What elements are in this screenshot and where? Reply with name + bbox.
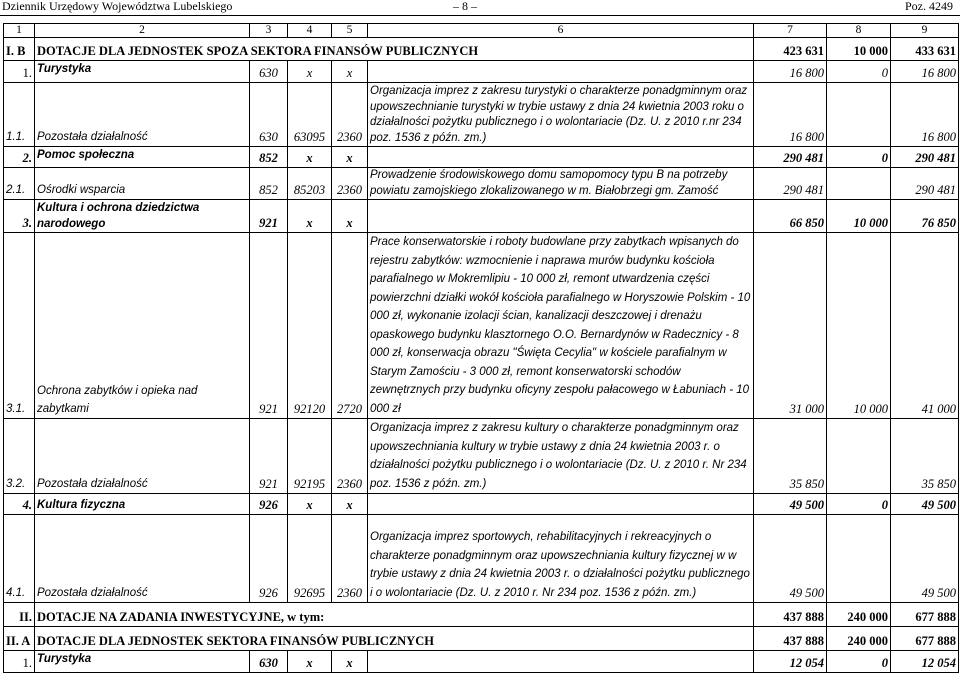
row-dzial: 630: [250, 61, 288, 83]
row-name: DOTACJE DLA JEDNOSTEK SEKTORA FINANSÓW PUBLICZNYCH: [35, 627, 754, 651]
table-row: [4, 200, 959, 233]
row-value-1: 12 054: [754, 651, 827, 673]
row-value-1: 31 000: [754, 233, 827, 419]
row-value-1: 290 481: [754, 147, 827, 168]
row-description: Prowadzenie środowiskowego domu samopomocy typu B na potrzeby powiatu zamojskiego zlokalizowanego w m. Białobrzegi gm. Zamość: [368, 168, 754, 200]
col-num: 9: [891, 24, 959, 38]
col-num: 7: [754, 24, 827, 38]
row-value-1: 16 800: [754, 61, 827, 83]
row-value-2: 10 000: [827, 233, 891, 419]
row-value-3: 49 500: [891, 515, 959, 603]
row-description: [368, 200, 754, 233]
row-rozdzial: x: [288, 61, 332, 83]
row-dzial: 852: [250, 147, 288, 168]
column-number-row: [4, 24, 959, 38]
row-value-2: 0: [827, 651, 891, 673]
row-description: [368, 651, 754, 673]
row-description: Organizacja imprez sportowych, rehabilitacyjnych i rekreacyjnych o charakterze ponadgminnym oraz upowszechniania kultury fizycznej w w trybie ustawy z dnia 24 kwietnia 2003 r. o działalności pożytku publicznego i o wolontariacie (Dz. U. z 2010 r. Nr 234 poz. 1536 z późn. zm.): [368, 515, 754, 603]
row-value-2: [827, 515, 891, 603]
row-lp: 4.1.: [4, 515, 35, 603]
row-value-2: 0: [827, 147, 891, 168]
row-rozdzial: x: [288, 651, 332, 673]
row-value-3: 76 850: [891, 200, 959, 233]
row-paragraf: 2720: [332, 233, 368, 419]
row-paragraf: x: [332, 651, 368, 673]
row-lp: 4.: [4, 494, 35, 515]
row-value-2: 0: [827, 494, 891, 515]
row-dzial: 921: [250, 233, 288, 419]
table-row: [4, 515, 959, 603]
row-description: Organizacja imprez z zakresu turystyki o charakterze ponadgminnym oraz upowszechnianie turystyki w trybie ustawy z dnia 24 kwietnia 2003 roku o działalności pożytku publicznego i o wolontariacie (Dz. U. z 2010 r.nr 234 poz. 1536 z późn. zm.): [368, 83, 754, 147]
row-lp: II. A: [4, 627, 35, 651]
row-dzial: 926: [250, 515, 288, 603]
row-value-2: 10 000: [827, 38, 891, 61]
row-value-1: 66 850: [754, 200, 827, 233]
col-num: 1: [4, 24, 35, 38]
col-num: 6: [368, 24, 754, 38]
row-value-3: 41 000: [891, 233, 959, 419]
row-paragraf: 2360: [332, 515, 368, 603]
row-description: [368, 494, 754, 515]
row-lp: 1.1.: [4, 83, 35, 147]
row-lp: 1.: [4, 651, 35, 673]
row-value-2: 240 000: [827, 603, 891, 627]
table-row: [4, 168, 959, 200]
budget-table: [3, 23, 959, 673]
row-rozdzial: 92195: [288, 419, 332, 494]
row-value-2: 0: [827, 61, 891, 83]
row-value-2: 10 000: [827, 200, 891, 233]
row-name: DOTACJE DLA JEDNOSTEK SPOZA SEKTORA FINANSÓW PUBLICZNYCH: [35, 38, 754, 61]
row-dzial: 921: [250, 419, 288, 494]
row-lp: 3.2.: [4, 419, 35, 494]
row-value-3: 35 850: [891, 419, 959, 494]
row-dzial: 852: [250, 168, 288, 200]
row-name: Pozostała działalność: [35, 419, 250, 494]
row-description: Prace konserwatorskie i roboty budowlane przy zabytkach wpisanych do rejestru zabytków: wzmocnienie i naprawa murów budynku kościoła parafialnego w Mokremlipiu - 10 000 zł, remont utwardzenia części powierzchni działki wokół kościoła parafialnego w Horyszowie Polskim - 10 000 zł, wykonanie izolacji ścian, kanalizacji deszczowej i drenażu opaskowego budynku klasztornego O.O. Bernardynów w Radecznicy - 8 000 zł, konserwacja obrazu "Święta Cecylia" w kościele parafialnym w Starym Zamościu - 3 000 zł, remont konserwatorski schodów zewnętrznych przy budynku oficyny zespołu pałacowego w Łabuniach - 10 000 zł: [368, 233, 754, 419]
row-paragraf: x: [332, 200, 368, 233]
row-description: [368, 61, 754, 83]
row-value-1: 49 500: [754, 515, 827, 603]
table-row: [4, 651, 959, 673]
row-value-3: 12 054: [891, 651, 959, 673]
row-value-3: 677 888: [891, 627, 959, 651]
row-lp: 3.1.: [4, 233, 35, 419]
row-dzial: 630: [250, 651, 288, 673]
row-paragraf: 2360: [332, 168, 368, 200]
row-description: [368, 147, 754, 168]
row-value-1: 290 481: [754, 168, 827, 200]
table-row: [4, 233, 959, 419]
table-row: [4, 494, 959, 515]
row-name: DOTACJE NA ZADANIA INWESTYCYJNE, w tym:: [35, 603, 754, 627]
row-name: Turystyka: [35, 61, 250, 83]
table-row: [4, 627, 959, 651]
row-dzial: 926: [250, 494, 288, 515]
row-rozdzial: x: [288, 147, 332, 168]
row-paragraf: 2360: [332, 419, 368, 494]
table-row: [4, 38, 959, 61]
col-num: 8: [827, 24, 891, 38]
row-value-1: 437 888: [754, 627, 827, 651]
row-paragraf: x: [332, 494, 368, 515]
table-row: [4, 61, 959, 83]
row-lp: 3.: [4, 200, 35, 233]
row-value-2: 240 000: [827, 627, 891, 651]
row-rozdzial: 92695: [288, 515, 332, 603]
table-row: [4, 603, 959, 627]
row-value-3: 290 481: [891, 168, 959, 200]
row-value-1: 423 631: [754, 38, 827, 61]
row-value-1: 49 500: [754, 494, 827, 515]
row-value-1: 16 800: [754, 83, 827, 147]
row-lp: 2.: [4, 147, 35, 168]
row-name: Pozostała działalność: [35, 83, 250, 147]
row-description: Organizacja imprez z zakresu kultury o charakterze ponadgminnym oraz upowszechniania kultury w trybie ustawy z dnia 24 kwietnia 2003 r. o działalności pożytku publicznego i o wolontariacie (Dz. U. z 2010 r. Nr 234 poz. 1536 z późn. zm.): [368, 419, 754, 494]
page-header: [0, 0, 960, 14]
row-name: Ochrona zabytków i opieka nad zabytkami: [35, 233, 250, 419]
col-num: 4: [288, 24, 332, 38]
row-name: Ośrodki wsparcia: [35, 168, 250, 200]
row-value-3: 49 500: [891, 494, 959, 515]
row-paragraf: 2360: [332, 83, 368, 147]
row-lp: I. B: [4, 38, 35, 61]
row-dzial: 921: [250, 200, 288, 233]
row-lp: II.: [4, 603, 35, 627]
row-name: Pozostała działalność: [35, 515, 250, 603]
row-name: Kultura i ochrona dziedzictwa narodowego: [35, 200, 250, 233]
row-rozdzial: x: [288, 200, 332, 233]
row-value-1: 35 850: [754, 419, 827, 494]
row-rozdzial: 63095: [288, 83, 332, 147]
row-rozdzial: x: [288, 494, 332, 515]
row-value-3: 16 800: [891, 61, 959, 83]
col-num: 5: [332, 24, 368, 38]
row-value-3: 16 800: [891, 83, 959, 147]
row-rozdzial: 85203: [288, 168, 332, 200]
row-paragraf: x: [332, 147, 368, 168]
table-row: [4, 147, 959, 168]
header-rule: [0, 15, 960, 16]
row-lp: 1.: [4, 61, 35, 83]
row-value-1: 437 888: [754, 603, 827, 627]
row-dzial: 630: [250, 83, 288, 147]
row-paragraf: x: [332, 61, 368, 83]
journal-title: Dziennik Urzędowy Województwa Lubelskiego: [2, 0, 233, 13]
table-row: [4, 83, 959, 147]
row-value-2: [827, 419, 891, 494]
page-number: – 8 –: [453, 0, 477, 13]
row-lp: 2.1.: [4, 168, 35, 200]
position-number: Poz. 4249: [905, 0, 953, 13]
row-value-2: [827, 83, 891, 147]
row-name: Pomoc społeczna: [35, 147, 250, 168]
row-value-3: 677 888: [891, 603, 959, 627]
row-name: Kultura fizyczna: [35, 494, 250, 515]
row-rozdzial: 92120: [288, 233, 332, 419]
table-row: [4, 419, 959, 494]
row-value-3: 290 481: [891, 147, 959, 168]
row-value-2: [827, 168, 891, 200]
row-value-3: 433 631: [891, 38, 959, 61]
col-num: 2: [35, 24, 250, 38]
col-num: 3: [250, 24, 288, 38]
row-name: Turystyka: [35, 651, 250, 673]
